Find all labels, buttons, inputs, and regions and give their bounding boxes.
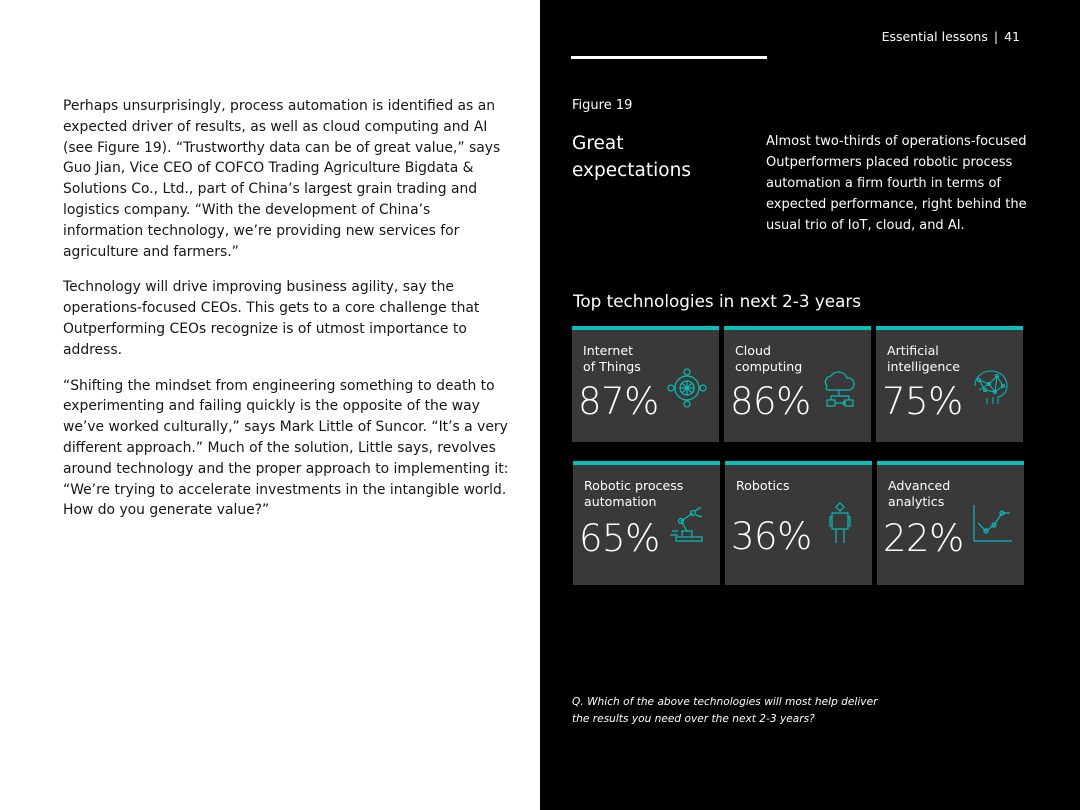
tile-robotic-process-automation [573,461,720,585]
tile-label-line: automation [584,494,657,509]
figure-description: Almost two-thirds of operations-focused Outperformers placed robotic process automation a firm fourth in terms of expected performance, right behind the usual trio of IoT, cloud, and AI. [766,134,1027,233]
robotic-arm-icon [666,501,710,545]
neural-brain-icon [969,366,1013,410]
tile-value: 87% [578,380,659,423]
tile-value: 75% [882,380,963,423]
globe-network-icon [665,366,709,410]
tile-label-line: analytics [888,494,945,509]
tile-label [735,343,802,375]
tile-label-line: of Things [583,359,641,374]
tile-robotics [725,461,872,585]
cloud-flow-icon [817,366,861,410]
tile-label [888,478,950,510]
line-chart-icon [970,501,1014,545]
tile-internet-of-things [572,326,719,442]
tile-value: 22% [883,517,964,560]
tile-label-line: Robotics [736,478,790,493]
page-header [882,29,1020,44]
tile-value: 65% [579,517,660,560]
section-title: Essential lessons [881,29,988,44]
tile-label [736,478,790,494]
figure-label: Figure 19 [572,98,633,113]
tile-label-line: intelligence [887,359,961,374]
survey-question: Q. Which of the above technologies will most help deliver the results you need over the next 2-3 years? [572,696,878,725]
tile-value: 86% [730,380,811,423]
chart-title: Top technologies in next 2-3 years [573,291,862,311]
header-separator: | [993,29,999,44]
tile-label [583,343,641,375]
tile-cloud-computing [724,326,871,442]
body-text [63,96,513,536]
tile-artificial-intelligence [876,326,1023,442]
header-rule [571,56,767,59]
robot-figure-icon [818,501,862,545]
page-number: 41 [1004,29,1020,44]
right-page [540,0,1080,810]
tile-label-line: Robotic process [584,478,684,493]
figure-title: Great expectations [572,133,691,181]
tile-label-line: Advanced [888,478,951,493]
tile-label-line: Internet [583,343,634,358]
body-paragraph-1: Perhaps unsurprisingly, process automation is identified as an expected driver of results, as well as cloud computing and AI (see Figure 19). “Trustworthy data can be of great value,” says Guo Jian, Vice CEO of COFCO Trading Agriculture Bigdata & Solutions Co., Ltd., part of China’s largest grain trading and logistics company. “With the development of China’s information technology, we’re providing new services for agriculture and farmers.” [63,98,501,260]
body-paragraph-2: Technology will drive improving business agility, say the operations-focused CEOs. This gets to a core challenge that Outperforming CEOs recognize is of utmost importance to address. [63,279,480,358]
body-paragraph-3: “Shifting the mindset from engineering something to death to experimenting and failing quickly is the opposite of the way we’ve worked culturally,” says Mark Little of Suncor. “It’s a very different approach.” Much of the solution, Little says, revolves around technology and the proper approach to implementing it: “We’re trying to accelerate investments in the intangible world. How do you generate value?” [63,377,509,519]
tile-label-line: computing [735,359,803,374]
tile-label [887,343,960,375]
tile-value: 36% [731,515,812,558]
tile-advanced-analytics [877,461,1024,585]
tile-label-line: Artificial [887,343,939,358]
tile-label-line: Cloud [735,343,771,358]
